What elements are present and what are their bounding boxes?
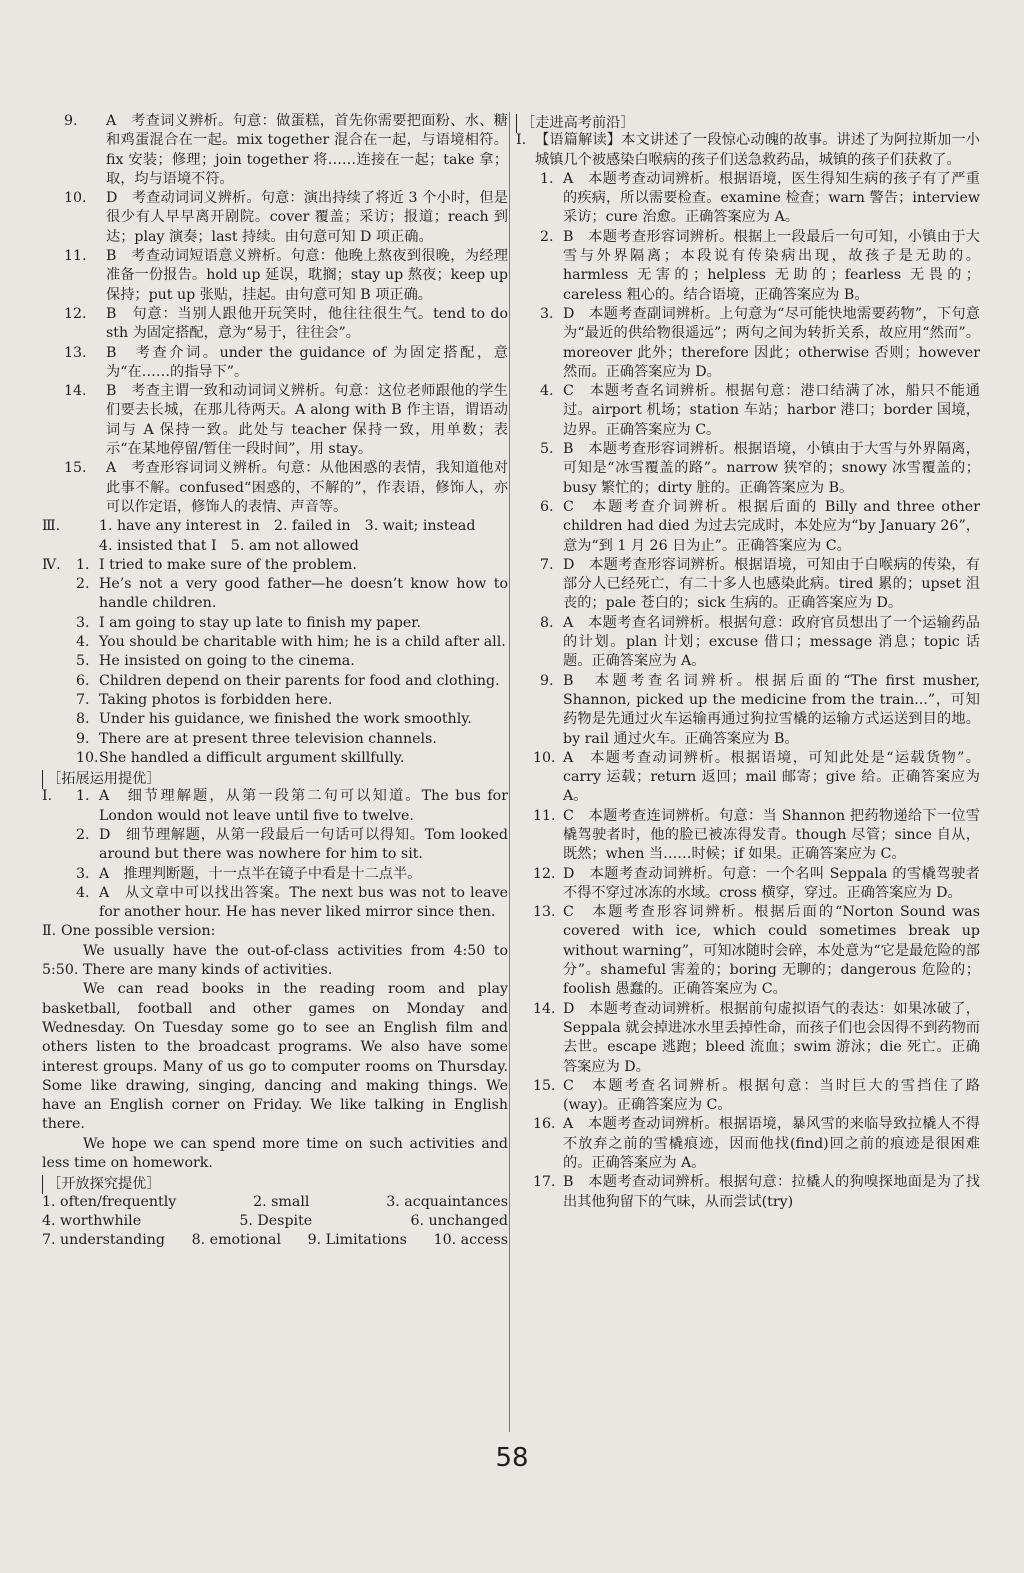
answer-text: B 考查介词。under the guidance of 为固定搭配，意为“在……的指导下”。 — [106, 344, 508, 380]
item-number: 10. — [76, 749, 99, 766]
reading-item — [42, 884, 508, 923]
cloze-item — [516, 807, 980, 865]
answer-item — [42, 247, 508, 305]
translation-item — [42, 575, 508, 614]
item-number: 5. — [76, 653, 90, 670]
vocab-answers — [42, 112, 508, 517]
item-text: D 本题考查形容词辨析。根据语境，可知由于白喉病的传染，有部分人已经死亡，有二十多人也感染此病。tired 累的；upset 沮丧的；pale 苍白的；sick 生病的。正确答案应为 D。 — [563, 556, 980, 612]
item-number: 15. — [533, 1077, 556, 1094]
item-text: D 细节理解题，从第一段最后一句话可以得知。Tom looked around but there was nowhere for him to sit. — [99, 826, 508, 863]
reading-item — [42, 865, 508, 884]
item-number: 4. — [540, 383, 554, 400]
section-4 — [42, 556, 508, 768]
item-text: He insisted on going to the cinema. — [99, 653, 355, 670]
item-number: 6. — [76, 672, 90, 689]
cloze-item — [516, 305, 980, 382]
item-number: 3. — [76, 614, 90, 631]
item-number: 8. — [540, 614, 554, 631]
essay-paragraph: We can read books in the reading room and play basketball, football and other games on Monday and Wednesday. On Tuesday some go to see an English film and others listen to the broadcast programs. We also have some interest groups. Many of us go to computer rooms on Thursday. Some like drawing, singing, dancing and making things. We have an English corner on Friday. We like talking in English there. — [42, 981, 508, 1133]
item-number: 1. — [540, 170, 554, 187]
cloze-item — [516, 672, 980, 749]
answer-text: A 考查词义辨析。句意：做蛋糕，首先你需要把面粉、水、糖和鸡蛋混合在一起。mix together 混合在一起，与语境相符。fix 安装；修理；join together 将……连接在一起；take 拿；取，均与语境不符。 — [106, 113, 508, 187]
answer-item — [42, 382, 508, 459]
explore-row — [42, 1231, 508, 1250]
item-number: 1. — [76, 788, 90, 805]
item-number: 7. — [540, 556, 554, 573]
explore-header: ［开放探究提优］ — [42, 1175, 161, 1194]
item-number: 12. — [533, 865, 556, 882]
cloze-item — [516, 749, 980, 807]
item-text: C 本题考查形容词辨析。根据后面的“Norton Sound was covered with ice, which could sometimes break up without warning”，可知冰随时会碎，本处意为“它是最危险的部分”。shameful 害羞的；boring 无聊的；dangerous 危险的；foolish 愚蠢的。正确答案应为 C。 — [563, 904, 980, 998]
answer-number: 12. — [64, 305, 87, 322]
answer-text: B 考查动词短语意义辨析。句意：他晚上熬夜到很晚，为经理准备一份报告。hold up 延误，耽搁；stay up 熬夜；keep up 保持；put up 张贴，挂起。由句意可知 B 项正确。 — [106, 248, 508, 303]
expand-header-wrap — [42, 768, 508, 787]
item-text: You should be charitable with him; he is a child after all. — [99, 634, 506, 651]
explore-answer: 8. emotional — [191, 1232, 281, 1249]
item-text: D 本题考查副词辨析。上句意为“尽可能快地需要药物”，下句意为“最近的供给物很遥远”；两句之间为转折关系，故应用“然而”。moreover 此外；therefore 因此；otherwise 否则；however 然而。正确答案应为 D。 — [563, 305, 980, 380]
answer-number: 13. — [64, 344, 87, 361]
left-column — [42, 112, 508, 1251]
answer-number: 11. — [64, 248, 87, 265]
item-text: A 从文章中可以找出答案。The next bus was not to leave for another hour. He has never liked mirror since then. — [99, 884, 508, 921]
cloze-item — [516, 1000, 980, 1077]
explore-answer: 10. access — [433, 1232, 508, 1249]
essay-paragraph: We usually have the out-of-class activities from 4:50 to 5:50. There are many kinds of activities. — [42, 942, 508, 979]
cloze-answers — [516, 170, 980, 1212]
cloze-item — [516, 1115, 980, 1173]
answer-text: B 句意：当别人跟他开玩笑时，他往往很生气。tend to do sth 为固定搭配，意为“易于，往往会”。 — [106, 305, 508, 342]
item-text: She handled a difficult argument skillfully. — [99, 749, 405, 766]
item-number: 13. — [533, 904, 556, 921]
item-text: He’s not a very good father—he doesn’t know how to handle children. — [99, 576, 508, 612]
reading-item — [42, 826, 508, 865]
translation-item — [42, 652, 508, 671]
answer-text: D 考查动词词义辨析。句意：演出持续了将近 3 个小时，但是很少有人早早离开剧院。cover 覆盖；采访；报道；reach 到达；play 演奏；last 持续。由句意可知 D 项正确。 — [106, 190, 508, 245]
translation-item — [42, 749, 508, 768]
item-number: 2. — [76, 576, 90, 593]
explore-answer: 5. Despite — [239, 1212, 313, 1229]
section-roman: Ⅰ. — [42, 788, 53, 805]
translation-item — [42, 633, 508, 652]
translation-item — [42, 556, 508, 575]
section-3: Ⅲ. 1. have any interest in 2. failed in 3. wait; instead — [42, 517, 508, 536]
answer-number: 10. — [64, 190, 87, 207]
item-text: D 本题考查动词辨析。根据前句虚拟语气的表达：如果冰破了，Seppala 就会掉进冰水里丢掉性命，而孩子们也会因得不到药物而去世。escape 逃跑；bleed 流血；swim 游泳；die 死亡。正确答案应为 D。 — [563, 1000, 980, 1075]
cloze-item — [516, 1077, 980, 1116]
item-text: D 本题考查动词辨析。句意：一个名叫 Seppala 的雪橇驾驶者不得不穿过冰冻的水域。cross 横穿，穿过。正确答案应为 D。 — [563, 865, 980, 901]
section-3-line-2: 4. insisted that I 5. am not allowed — [99, 537, 359, 554]
cloze-item — [516, 170, 980, 228]
item-number: 9. — [76, 730, 90, 747]
translation-item — [42, 710, 508, 729]
translation-item — [42, 672, 508, 691]
page-number: 58 — [495, 1443, 529, 1473]
translation-item — [42, 730, 508, 749]
section-3-line-2-wrap — [42, 537, 508, 556]
column-divider — [509, 112, 510, 1432]
cloze-item — [516, 382, 980, 440]
item-text: Taking photos is forbidden here. — [99, 691, 333, 708]
item-number: 11. — [533, 807, 556, 824]
cloze-item — [516, 614, 980, 672]
answer-item — [42, 189, 508, 247]
item-number: 16. — [533, 1116, 556, 1133]
item-text: A 本题考查动词辨析。根据语境，可知此处是“运载货物”。carry 运载；return 返回；mail 邮寄；give 给。正确答案应为 A。 — [563, 749, 980, 805]
answer-text: B 考查主谓一致和动词词义辨析。句意：这位老师跟他的学生们要去长城，在那儿待两天。A along with B 作主语，谓语动词与 A 保持一致。此处与 teacher 保持一致，用单数；表示“在某地停留/暂住一段时间”，用 stay。 — [106, 383, 508, 458]
item-text: B 本题考查形容词辨析。根据上一段最后一句可知，小镇由于大雪与外界隔离；本段说有传染病出现，故孩子是无助的。harmless 无害的；helpless 无助的；fearless 无畏的；careless 粗心的。结合语境，正确答案应为 B。 — [563, 228, 980, 303]
item-number: 1. — [76, 556, 90, 573]
cloze-item — [516, 228, 980, 305]
item-text: C 本题考查名词辨析。根据句意：港口结满了冰，船只不能通过。airport 机场；station 车站；harbor 港口；border 国境，边界。正确答案应为 C。 — [563, 383, 980, 438]
answer-item — [42, 112, 508, 189]
explore-answer: 7. understanding — [42, 1232, 165, 1249]
item-text: There are at present three television channels. — [99, 730, 437, 747]
item-number: 2. — [540, 228, 554, 245]
item-text: Under his guidance, we finished the work smoothly. — [99, 711, 472, 728]
cloze-item — [516, 498, 980, 556]
answer-text: A 考查形容词词义辨析。句意：从他困惑的表情，我知道他对此事不解。confused“困惑的，不解的”，作表语，修饰人，亦可以作定语，修饰人的表情、声音等。 — [106, 460, 508, 515]
expand-header: ［拓展运用提优］ — [42, 770, 161, 789]
reading-item — [42, 787, 508, 826]
explore-answer: 6. unchanged — [410, 1212, 508, 1229]
writing-essay — [42, 942, 508, 1174]
item-text: B 本题考查形容词辨析。根据语境，小镇由于大雪与外界隔离，可知是“冰雪覆盖的路”。narrow 狭窄的；snowy 冰雪覆盖的；busy 繁忙的；dirty 脏的。正确答案应为 B。 — [563, 441, 980, 496]
item-number: 9. — [540, 672, 554, 689]
item-text: C 本题考查介词辨析。根据后面的 Billy and three other children had died 为过去完成时，本处应为“by January 26”，意为“到 1 月 26 日为止”。正确答案应为 C。 — [563, 498, 980, 554]
item-text: A 本题考查名词辨析。根据句意：政府官员想出了一个运输药品的计划。plan 计划；excuse 借口；message 消息；topic 话题。正确答案应为 A。 — [563, 614, 980, 670]
item-number: 17. — [533, 1174, 556, 1191]
item-text: C 本题考查名词辨析。根据句意：当时巨大的雪挡住了路(way)。正确答案应为 C。 — [563, 1077, 980, 1114]
item-number: 4. — [76, 634, 90, 651]
item-number: 5. — [540, 441, 554, 458]
right-column — [516, 112, 980, 1212]
item-text: B 本题考查名词辨析。根据后面的“The first musher, Shannon, picked up the medicine from the train...”，可知药物是先通过火车运输再通过狗拉雪橇的运输方式运送到目的地。by rail 通过火车。正确答案应为 B。 — [563, 672, 980, 747]
reading-answers — [42, 787, 508, 922]
item-number: 10. — [533, 749, 556, 766]
item-text: C 本题考查连词辨析。句意：当 Shannon 把药物递给下一位雪橇驾驶者时，他的脸已被冻得发青。though 尽管；since 自从，既然；when 当……时候；if 如果。正确答案应为 C。 — [563, 807, 980, 863]
right-header-wrap — [516, 112, 980, 131]
item-number: 7. — [76, 691, 90, 708]
explore-answer: 2. small — [253, 1193, 310, 1210]
explore-row — [42, 1193, 508, 1212]
cloze-item — [516, 865, 980, 904]
answer-item — [42, 305, 508, 344]
item-number: 6. — [540, 498, 554, 515]
passage-intro: Ⅰ. 【语篇解读】本文讲述了一段惊心动魄的故事。讲述了为阿拉斯加一小城镇几个被感染白喉病的孩子们送急救药品，城镇的孩子们获救了。 — [516, 132, 980, 168]
explore-answer: 4. worthwhile — [42, 1212, 142, 1229]
answer-item — [42, 344, 508, 383]
translation-item — [42, 691, 508, 710]
section-3-line-1: 1. have any interest in 2. failed in 3. wait; instead — [99, 518, 476, 535]
explore-answers — [42, 1193, 508, 1251]
item-text: A 本题考查动词辨析。根据语境，暴风雪的来临导致拉橇人不得不放弃之前的雪橇痕迹，因而他找(find)回之前的痕迹是很困难的。正确答案应为 A。 — [563, 1116, 980, 1172]
item-text: I tried to make sure of the problem. — [99, 556, 357, 573]
explore-header-wrap — [42, 1173, 508, 1192]
essay-paragraph: We hope we can spend more time on such activities and less time on homework. — [42, 1135, 508, 1172]
item-number: 14. — [533, 1000, 556, 1017]
explore-answer: 9. Limitations — [307, 1232, 407, 1249]
item-text: A 细节理解题，从第一段第二句可以知道。The bus for London would not leave until five to twelve. — [99, 788, 508, 824]
item-text: I am going to stay up late to finish my paper. — [99, 614, 422, 631]
item-text: A 推理判断题，十一点半在镜子中看是十二点半。 — [99, 865, 422, 882]
answer-number: 14. — [64, 383, 87, 400]
cloze-item — [516, 1173, 980, 1212]
item-text: Children depend on their parents for food and clothing. — [99, 672, 500, 689]
cloze-item — [516, 903, 980, 999]
item-number: 8. — [76, 711, 90, 728]
explore-row — [42, 1212, 508, 1231]
answer-number: 9. — [64, 113, 78, 129]
answer-item — [42, 459, 508, 517]
right-header: ［走进高考前沿］ — [516, 114, 635, 133]
item-number: 2. — [76, 826, 90, 843]
explore-answer: 3. acquaintances — [386, 1193, 508, 1210]
item-number: 3. — [540, 305, 554, 322]
item-number: 3. — [76, 865, 90, 882]
item-text: A 本题考查动词辨析。根据语境，医生得知生病的孩子有了严重的疾病，所以需要检查。examine 检查；warn 警告；interview 采访；cure 治愈。正确答案应为 A。 — [563, 170, 980, 226]
translation-item — [42, 614, 508, 633]
writing-label: Ⅱ. One possible version: — [42, 923, 216, 940]
item-text: B 本题考查动词辨析。根据句意：拉橇人的狗嗅探地面是为了找出其他狗留下的气味，从而尝试(try) — [563, 1174, 980, 1210]
cloze-item — [516, 556, 980, 614]
item-number: 4. — [76, 884, 90, 901]
explore-answer: 1. often/frequently — [42, 1193, 177, 1210]
cloze-item — [516, 440, 980, 498]
answer-number: 15. — [64, 460, 87, 477]
section-roman: Ⅳ. — [42, 556, 61, 573]
